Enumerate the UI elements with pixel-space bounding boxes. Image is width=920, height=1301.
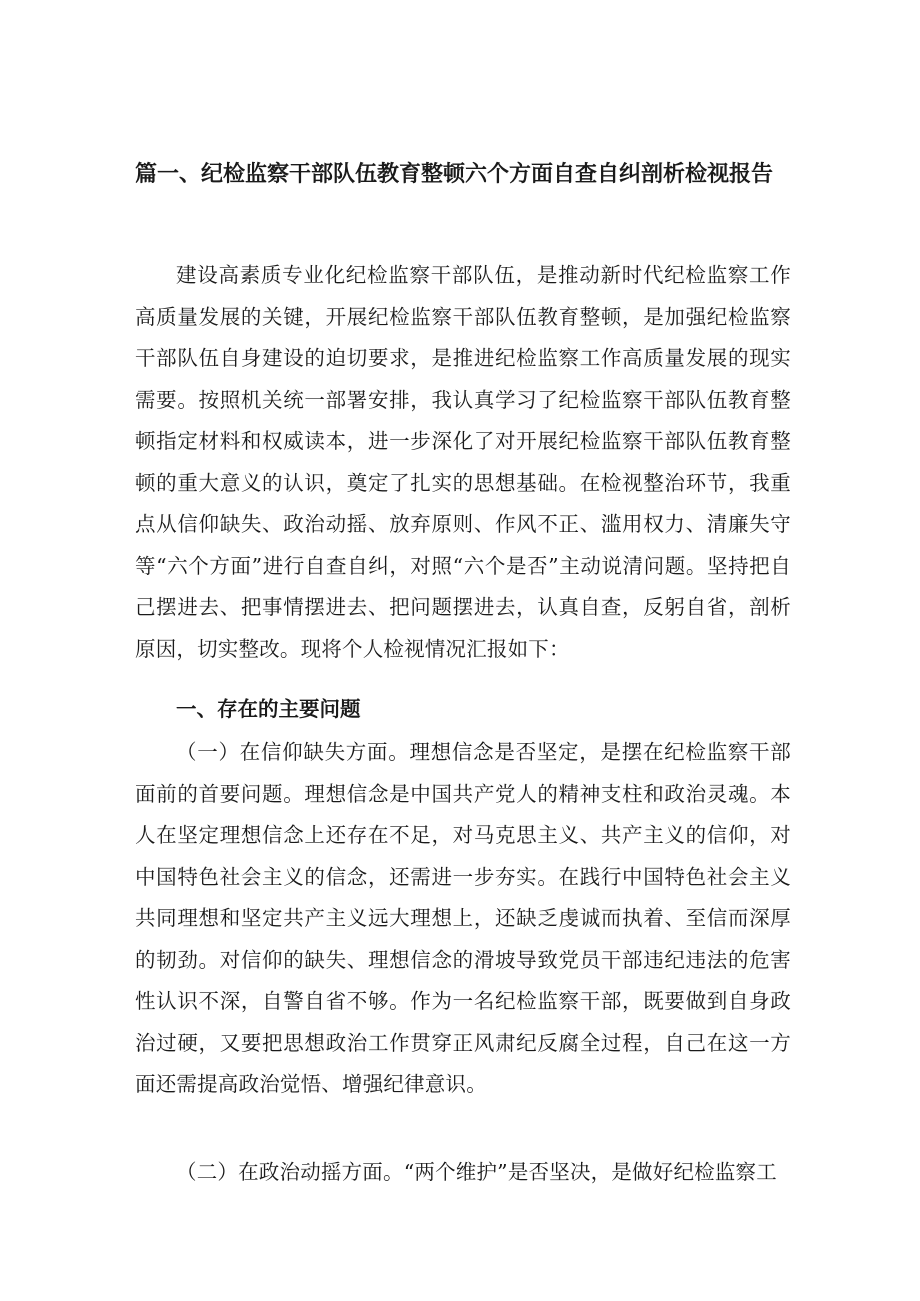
section-heading-main-problems: 一、存在的主要问题	[176, 697, 361, 721]
intro-paragraph: 建设高素质专业化纪检监察干部队伍，是推动新时代纪检监察工作高质量发展的关键，开展纪检监察干部队伍教育整顿，是加强纪检监察干部队伍自身建设的迫切要求，是推进纪检监察工作高质量发展的现实需要。按照机关统一部署安排，我认真学习了纪检监察干部队伍教育整顿指定材料和权威读本，进一步深化了对开展纪检监察干部队伍教育整顿的重大意义的认识，奠定了扎实的思想基础。在检视整治环节，我重点从信仰缺失、政治动摇、放弃原则、作风不正、滥用权力、清廉失守等“六个方面”进行自查自纠，对照“六个是否”主动说清问题。坚持把自己摆进去、把事情摆进去、把问题摆进去，认真自查，反躬自省，剖析原因，切实整改。现将个人检视情况汇报如下：	[135, 263, 791, 661]
item-politics-paragraph: （二）在政治动摇方面。“两个维护”是否坚决，是做好纪检监察工	[176, 1160, 777, 1184]
item-faith-paragraph: （一）在信仰缺失方面。理想信念是否坚定，是摆在纪检监察干部面前的首要问题。理想信念是中国共产党人的精神支柱和政治灵魂。本人在坚定理想信念上还存在不足，对马克思主义、共产主义的信仰，对中国特色社会主义的信念，还需进一步夯实。在践行中国特色社会主义共同理想和坚定共产主义远大理想上，还缺乏虔诚而执着、至信而深厚的韧劲。对信仰的缺失、理想信念的滑坡导致党员干部违纪违法的危害性认识不深，自警自省不够。作为一名纪检监察干部，既要做到自身政治过硬，又要把思想政治工作贯穿正风肃纪反腐全过程，自己在这一方面还需提高政治觉悟、增强纪律意识。	[135, 740, 791, 1096]
document-title: 篇一、纪检监察干部队伍教育整顿六个方面自查自纠剖析检视报告	[135, 162, 774, 187]
